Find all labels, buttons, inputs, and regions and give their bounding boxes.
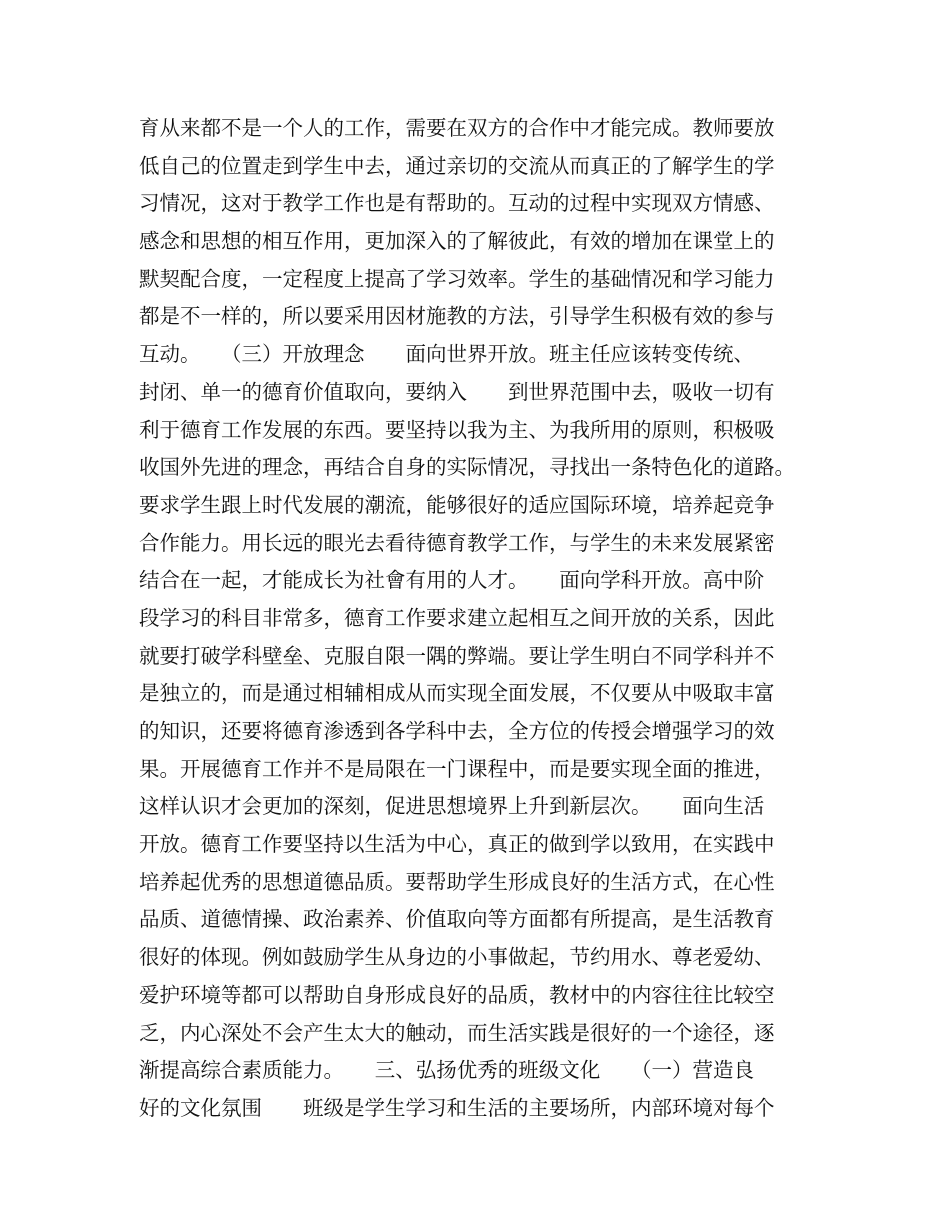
text-line: 就要打破学科壁垒、克服自限一隅的弊端。要让学生明白不同学科并不 bbox=[139, 643, 775, 668]
text-line: 很好的体现。例如鼓励学生从身边的小事做起，节约用水、尊老爱幼、 bbox=[139, 945, 775, 970]
text-line: 果。开展德育工作并不是局限在一门课程中，而是要实现全面的推进， bbox=[139, 756, 775, 781]
text-line: 都是不一样的，所以要采用因材施教的方法，引导学生积极有效的参与 bbox=[139, 304, 775, 329]
text-line: 渐提高综合素质能力。 三、弘扬优秀的班级文化 （一）营造良 bbox=[139, 1058, 754, 1083]
text-line: 这样认识才会更加的深刻，促进思想境界上升到新层次。 面向生活 bbox=[139, 794, 765, 819]
text-line: 开放。德育工作要坚持以生活为中心，真正的做到学以致用，在实践中 bbox=[139, 832, 775, 857]
text-line: 培养起优秀的思想道德品质。要帮助学生形成良好的生活方式，在心性 bbox=[139, 869, 775, 894]
text-line: 低自己的位置走到学生中去，通过亲切的交流从而真正的了解学生的学 bbox=[139, 153, 775, 178]
text-line: 习情况，这对于教学工作也是有帮助的。互动的过程中实现双方情感、 bbox=[139, 191, 775, 216]
text-line: 是独立的，而是通过相辅相成从而实现全面发展，不仅要从中吸取丰富 bbox=[139, 681, 775, 706]
text-line: 互动。 （三）开放理念 面向世界开放。班主任应该转变传统、 bbox=[139, 342, 754, 367]
text-line: 好的文化氛围 班级是学生学习和生活的主要场所，内部环境对每个 bbox=[139, 1095, 775, 1120]
text-line: 的知识，还要将德育渗透到各学科中去，全方位的传授会增强学习的效 bbox=[139, 719, 775, 743]
text-line: 利于德育工作发展的东西。要坚持以我为主、为我所用的原则，积极吸 bbox=[139, 417, 775, 442]
text-line: 育从来都不是一个人的工作，需要在双方的合作中才能完成。教师要放 bbox=[139, 116, 775, 140]
text-line: 感念和思想的相互作用，更加深入的了解彼此，有效的增加在课堂上的 bbox=[139, 229, 775, 254]
text-line: 合作能力。用长远的眼光去看待德育教学工作，与学生的未来发展紧密 bbox=[139, 530, 775, 555]
text-line: 默契配合度，一定程度上提高了学习效率。学生的基础情况和学习能力 bbox=[139, 266, 775, 291]
text-line: 乏，内心深处不会产生太大的触动，而生活实践是很好的一个途径，逐 bbox=[139, 1020, 775, 1045]
body-text bbox=[139, 110, 839, 1128]
text-line: 封闭、单一的德育价值取向，要纳入 到世界范围中去，吸收一切有 bbox=[139, 379, 775, 404]
text-line: 品质、道德情操、政治素养、价值取向等方面都有所提高，是生活教育 bbox=[139, 907, 775, 932]
text-line: 收国外先进的理念，再结合自身的实际情况，寻找出一条特色化的道路。 bbox=[139, 455, 795, 480]
text-line: 爱护环境等都可以帮助自身形成良好的品质，教材中的内容往往比较空 bbox=[139, 982, 775, 1007]
text-line: 结合在一起，才能成长为社會有用的人才。 面向学科开放。高中阶 bbox=[139, 568, 765, 593]
text-line: 段学习的科目非常多，德育工作要求建立起相互之间开放的关系，因此 bbox=[139, 605, 775, 630]
text-line: 要求学生跟上时代发展的潮流，能够很好的适应国际环境，培养起竞争 bbox=[139, 492, 775, 517]
